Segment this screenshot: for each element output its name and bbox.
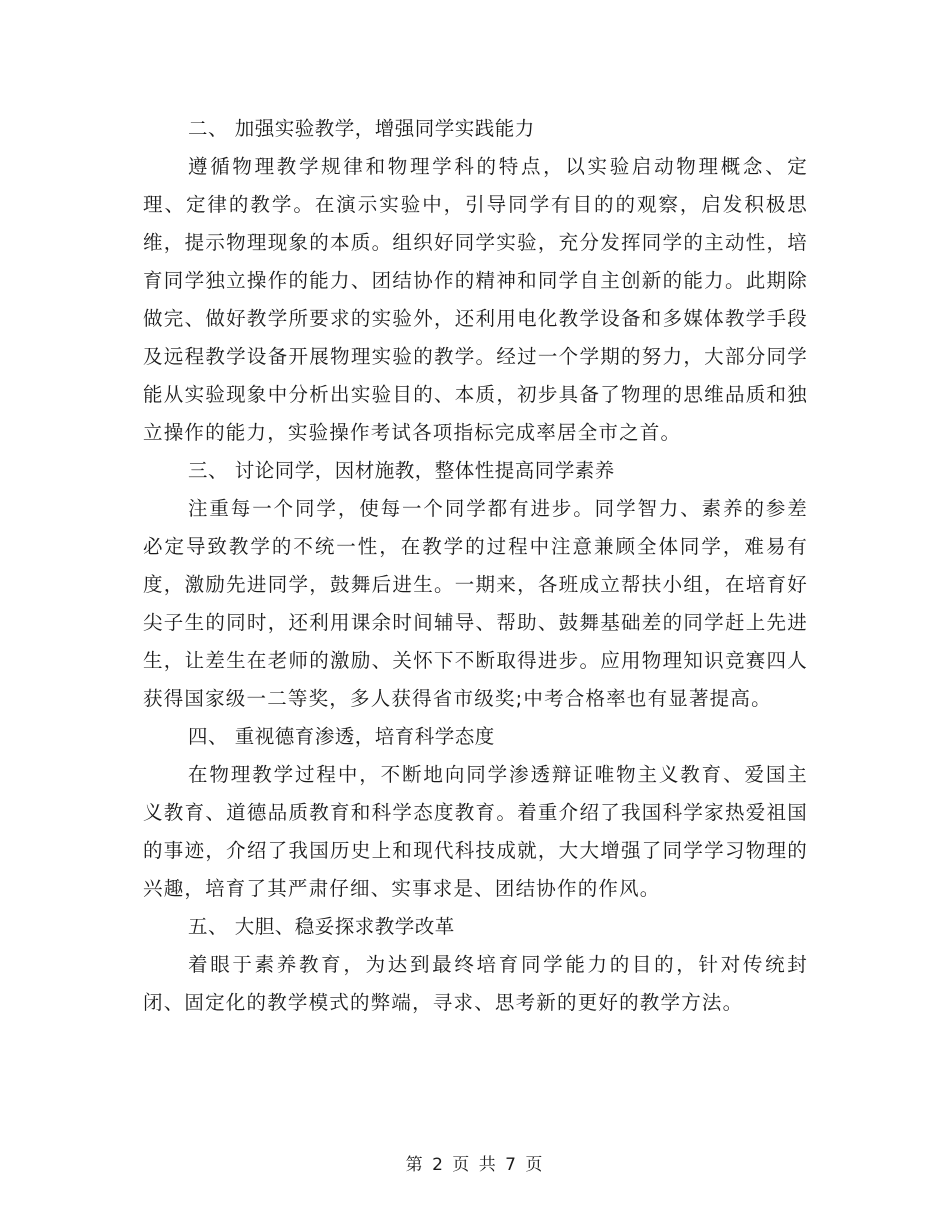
section-paragraph: 在物理教学过程中，不断地向同学渗透辩证唯物主义教育、爱国主义教育、道德品质教育和科学态度教育。着重介绍了我国科学家热爱祖国的事迹，介绍了我国历史上和现代科技成就，大大增强了同学学习物理的兴趣，培育了其严肃仔细、实事求是、团结协作的作风。 <box>143 763 808 900</box>
section-heading: 二、 加强实验教学，增强同学实践能力 <box>188 117 535 140</box>
section-heading: 四、 重视德育渗透，培育科学态度 <box>188 725 495 748</box>
section-paragraph: 着眼于素养教育，为达到最终培育同学能力的目的，针对传统封闭、固定化的教学模式的弊端，寻求、思考新的更好的教学方法。 <box>143 953 808 1014</box>
document-body <box>143 110 808 1022</box>
section-paragraph: 注重每一个同学，使每一个同学都有进步。同学智力、素养的参差必定导致教学的不统一性，在教学的过程中注意兼顾全体同学，难易有度，激励先进同学，鼓舞后进生。一期来，各班成立帮扶小组，在培育好尖子生的同时，还利用课余时间辅导、帮助、鼓舞基础差的同学赶上先进生，让差生在老师的激励、关怀下不断取得进步。应用物理知识竞赛四人获得国家级一二等奖，多人获得省市级奖;中考合格率也有显著提高。 <box>143 497 808 710</box>
section-heading: 五、 大胆、稳妥探求教学改革 <box>188 915 455 938</box>
section-3 <box>143 452 808 718</box>
section-5 <box>143 908 808 1022</box>
section-paragraph: 遵循物理教学规律和物理学科的特点，以实验启动物理概念、定理、定律的教学。在演示实验中，引导同学有目的的观察，启发积极思维，提示物理现象的本质。组织好同学实验，充分发挥同学的主动性，培育同学独立操作的能力、团结协作的精神和同学自主创新的能力。此期除做完、做好教学所要求的实验外，还利用电化教学设备和多媒体教学手段及远程教学设备开展物理实验的教学。经过一个学期的努力，大部分同学能从实验现象中分析出实验目的、本质，初步具备了物理的思维品质和独立操作的能力，实验操作考试各项指标完成率居全市之首。 <box>143 155 808 444</box>
section-heading: 三、 讨论同学，因材施教，整体性提高同学素养 <box>188 459 615 482</box>
section-4 <box>143 718 808 908</box>
page-footer: 第 2 页 共 7 页 <box>405 1155 545 1175</box>
section-2 <box>143 110 808 452</box>
